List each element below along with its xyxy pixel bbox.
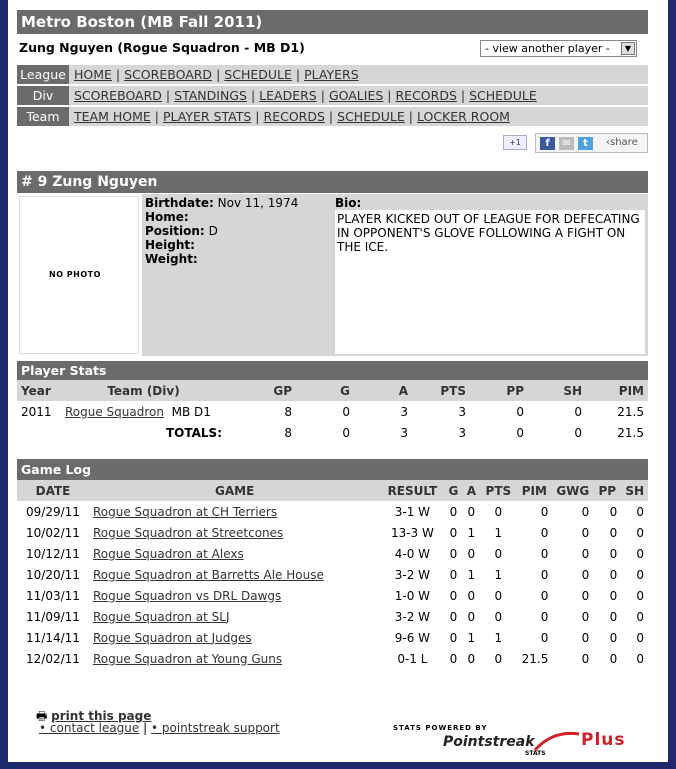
game-pp: 0 — [609, 651, 618, 666]
email-icon[interactable]: ✉ — [559, 137, 574, 150]
game-gwg: 0 — [581, 567, 590, 582]
game-gwg: 0 — [581, 588, 590, 603]
col-date: DATE — [17, 480, 89, 501]
powered-by-label: STATS POWERED BY — [393, 724, 488, 732]
game-date: 12/02/11 — [26, 651, 80, 666]
total-gp: 8 — [284, 425, 292, 440]
totals-row — [17, 422, 648, 443]
game-result: 3-2 W — [394, 609, 431, 624]
table-row — [17, 564, 648, 585]
table-row — [17, 543, 648, 564]
table-row — [17, 501, 648, 522]
nav-links-team: TEAM HOME | PLAYER STATS | RECORDS | SCHEDULE | LOCKER ROOM — [74, 109, 510, 124]
game-link[interactable]: Rogue Squadron at Young Guns — [92, 651, 283, 666]
game-pim: 0 — [540, 525, 549, 540]
position-value: D — [208, 224, 218, 238]
game-result: 4-0 W — [394, 546, 431, 561]
game-link[interactable]: Rogue Squadron at Alexs — [92, 546, 244, 561]
table-row — [17, 401, 648, 422]
game-link[interactable]: Rogue Squadron vs DRL Dawgs — [92, 588, 282, 603]
facebook-icon[interactable]: f — [540, 137, 555, 150]
nav-row-league — [17, 65, 648, 84]
plus-brand: Plus — [581, 730, 626, 750]
player-stats-header: Player Stats — [17, 361, 648, 380]
stat-team-cell — [61, 401, 226, 422]
footer-links: • contact league | • pointstreak support — [39, 721, 280, 735]
player-header: # 9 Zung Nguyen — [17, 171, 648, 193]
bio-text: PLAYER KICKED OUT OF LEAGUE FOR DEFECATING IN OPPONENT'S GLOVE FOLLOWING A FIGHT ON THE ICE. — [335, 210, 645, 354]
game-pts: 1 — [494, 630, 503, 645]
stat-pp: 0 — [516, 404, 524, 419]
game-date: 10/12/11 — [26, 546, 80, 561]
pointstreak-brand: Pointstreak — [443, 734, 535, 750]
share-button[interactable]: ‹share — [606, 137, 638, 148]
chevron-down-icon[interactable]: ▼ — [621, 42, 635, 55]
col-pts: PTS — [480, 480, 516, 501]
game-pts: 1 — [494, 525, 503, 540]
game-a: 0 — [467, 588, 476, 603]
total-a: 3 — [400, 425, 408, 440]
nav-team-player-stats[interactable]: PLAYER STATS — [162, 109, 252, 124]
table-row — [17, 522, 648, 543]
game-pp: 0 — [609, 504, 618, 519]
swoosh-icon — [533, 730, 581, 752]
stat-div: MB D1 — [171, 404, 211, 419]
total-pim: 21.5 — [617, 425, 644, 440]
col-a: A — [462, 480, 480, 501]
game-g: 0 — [449, 567, 458, 582]
nav-league-schedule[interactable]: SCHEDULE — [224, 67, 292, 82]
game-pim: 0 — [540, 630, 549, 645]
game-sh: 0 — [636, 567, 644, 582]
nav-team-locker-room[interactable]: LOCKER ROOM — [416, 109, 510, 124]
player-info — [145, 196, 298, 266]
game-gwg: 0 — [581, 609, 590, 624]
game-pim: 0 — [540, 504, 549, 519]
game-pp: 0 — [609, 630, 618, 645]
game-link[interactable]: Rogue Squadron at Judges — [92, 630, 252, 645]
col-sh: SH — [621, 480, 648, 501]
game-pim: 0 — [540, 567, 549, 582]
nav-label-div: Div — [17, 86, 69, 105]
height-label: Height: — [145, 238, 195, 252]
league-title: Metro Boston (MB Fall 2011) — [17, 10, 648, 34]
game-pim: 21.5 — [521, 651, 549, 666]
nav-label-league: League — [17, 65, 69, 84]
game-sh: 0 — [636, 588, 644, 603]
game-a: 1 — [467, 630, 476, 645]
nav-div-leaders[interactable]: LEADERS — [259, 88, 317, 103]
nav-league-home[interactable]: HOME — [74, 67, 112, 82]
col-pim: PIM — [516, 480, 552, 501]
game-cell — [89, 522, 380, 543]
col-pp: PP — [470, 380, 528, 401]
game-gwg: 0 — [581, 504, 590, 519]
game-log-table — [17, 480, 648, 669]
game-link[interactable]: Rogue Squadron at Streetcones — [92, 525, 284, 540]
nav-team-schedule[interactable]: SCHEDULE — [337, 109, 405, 124]
birthdate-label: Birthdate: — [145, 196, 214, 210]
game-cell — [89, 543, 380, 564]
game-date: 11/03/11 — [26, 588, 80, 603]
table-row — [17, 627, 648, 648]
nav-div-goalies[interactable]: GOALIES — [328, 88, 384, 103]
col-gwg: GWG — [552, 480, 593, 501]
player-team-line: Zung Nguyen (Rogue Squadron - MB D1) — [19, 40, 305, 55]
game-sh: 0 — [636, 630, 644, 645]
game-date: 09/29/11 — [26, 504, 80, 519]
pointstreak-brand-sub: STATS — [525, 750, 546, 757]
game-link[interactable]: Rogue Squadron at CH Terriers — [92, 504, 278, 519]
bio-label: Bio: — [335, 196, 362, 210]
table-row — [17, 585, 648, 606]
team-link[interactable]: Rogue Squadron — [65, 404, 164, 419]
game-pim: 0 — [540, 546, 549, 561]
game-pp: 0 — [609, 609, 618, 624]
game-link[interactable]: Rogue Squadron at SLJ — [92, 609, 230, 624]
stat-pts: 3 — [458, 404, 466, 419]
total-g: 0 — [342, 425, 350, 440]
nav-links-div: SCOREBOARD | STANDINGS | LEADERS | GOALIES | RECORDS | SCHEDULE — [74, 88, 537, 103]
game-g: 0 — [449, 525, 458, 540]
col-sh: SH — [528, 380, 586, 401]
game-pp: 0 — [609, 567, 618, 582]
google-plus-one-button[interactable]: +1 — [503, 135, 527, 150]
table-row — [17, 648, 648, 669]
game-pts: 0 — [494, 504, 503, 519]
col-game: GAME — [89, 480, 380, 501]
game-result: 3-1 W — [394, 504, 431, 519]
pointstreak-logo[interactable] — [383, 724, 648, 758]
nav-div-scoreboard[interactable]: SCOREBOARD — [74, 88, 162, 103]
nav-div-standings[interactable]: STANDINGS — [174, 88, 247, 103]
game-a: 1 — [467, 525, 476, 540]
game-a: 0 — [467, 504, 476, 519]
col-pp: PP — [593, 480, 621, 501]
game-result: 0-1 L — [397, 651, 428, 666]
game-pp: 0 — [609, 546, 618, 561]
col-gp: GP — [226, 380, 296, 401]
nav-row-div — [17, 86, 648, 105]
nav-league-players[interactable]: PLAYERS — [304, 67, 359, 82]
game-cell — [89, 501, 380, 522]
game-link[interactable]: Rogue Squadron at Barretts Ale House — [92, 567, 324, 582]
twitter-icon[interactable]: t — [578, 137, 593, 150]
col-g: G — [296, 380, 354, 401]
game-g: 0 — [449, 651, 458, 666]
col-g: G — [444, 480, 462, 501]
col-pim: PIM — [586, 380, 648, 401]
position-label: Position: — [145, 224, 205, 238]
total-pp: 0 — [516, 425, 524, 440]
home-label: Home: — [145, 210, 189, 224]
share-bar — [535, 133, 648, 153]
game-date: 10/20/11 — [26, 567, 80, 582]
game-gwg: 0 — [581, 630, 590, 645]
game-date: 11/09/11 — [26, 609, 80, 624]
game-g: 0 — [449, 504, 458, 519]
nav-label-team: Team — [17, 107, 69, 126]
game-gwg: 0 — [581, 546, 590, 561]
col-result: RESULT — [380, 480, 444, 501]
game-sh: 0 — [636, 609, 644, 624]
game-g: 0 — [449, 588, 458, 603]
game-pts: 0 — [494, 546, 503, 561]
game-sh: 0 — [636, 651, 644, 666]
game-result: 9-6 W — [394, 630, 431, 645]
col-year: Year — [17, 380, 61, 401]
game-result: 1-0 W — [394, 588, 431, 603]
game-pts: 0 — [494, 609, 503, 624]
stat-pim: 21.5 — [617, 404, 644, 419]
nav-team-records[interactable]: RECORDS — [263, 109, 325, 124]
totals-label: TOTALS: — [165, 425, 222, 440]
game-sh: 0 — [636, 525, 644, 540]
stat-a: 3 — [400, 404, 408, 419]
birthdate-value: Nov 11, 1974 — [217, 196, 299, 210]
game-sh: 0 — [636, 546, 644, 561]
nav-div-records[interactable]: RECORDS — [395, 88, 457, 103]
no-photo-label: NO PHOTO — [49, 270, 101, 279]
total-sh: 0 — [574, 425, 582, 440]
game-pts: 0 — [494, 588, 503, 603]
nav-div-schedule[interactable]: SCHEDULE — [469, 88, 537, 103]
view-player-select-value: - view another player - — [485, 42, 610, 55]
game-g: 0 — [449, 609, 458, 624]
game-pp: 0 — [609, 588, 618, 603]
game-a: 0 — [467, 609, 476, 624]
game-cell — [89, 606, 380, 627]
contact-league-link[interactable]: • contact league — [39, 721, 140, 735]
game-sh: 0 — [636, 504, 644, 519]
view-player-select[interactable] — [480, 40, 637, 57]
col-a: A — [354, 380, 412, 401]
printer-icon: 🖶 — [36, 709, 48, 723]
game-a: 1 — [467, 567, 476, 582]
stat-g: 0 — [342, 404, 350, 419]
table-row — [17, 606, 648, 627]
col-pts: PTS — [412, 380, 470, 401]
game-gwg: 0 — [581, 651, 590, 666]
game-g: 0 — [449, 630, 458, 645]
game-cell — [89, 564, 380, 585]
nav-team-home[interactable]: TEAM HOME — [74, 109, 151, 124]
nav-league-scoreboard[interactable]: SCOREBOARD — [124, 67, 213, 82]
game-result: 13-3 W — [390, 525, 434, 540]
player-stats-header-row — [17, 380, 648, 401]
game-gwg: 0 — [581, 525, 590, 540]
game-date: 10/02/11 — [26, 525, 80, 540]
game-pp: 0 — [609, 525, 618, 540]
game-g: 0 — [449, 546, 458, 561]
game-pim: 0 — [540, 588, 549, 603]
game-cell — [89, 585, 380, 606]
pointstreak-support-link[interactable]: • pointstreak support — [150, 721, 280, 735]
game-pts: 1 — [494, 567, 503, 582]
stat-year: 2011 — [21, 404, 52, 419]
stat-gp: 8 — [284, 404, 292, 419]
game-result: 3-2 W — [394, 567, 431, 582]
game-pts: 0 — [494, 651, 503, 666]
game-date: 11/14/11 — [26, 630, 80, 645]
game-cell — [89, 627, 380, 648]
game-pim: 0 — [540, 609, 549, 624]
nav-links-league: HOME | SCOREBOARD | SCHEDULE | PLAYERS — [74, 67, 359, 82]
game-log-header-row — [17, 480, 648, 501]
game-log-header: Game Log — [17, 459, 648, 480]
game-a: 0 — [467, 651, 476, 666]
game-cell — [89, 648, 380, 669]
total-pts: 3 — [458, 425, 466, 440]
player-stats-table — [17, 380, 648, 443]
col-team: Team (Div) — [61, 380, 226, 401]
weight-label: Weight: — [145, 252, 198, 266]
game-a: 0 — [467, 546, 476, 561]
nav-row-team — [17, 107, 648, 126]
player-photo-placeholder — [19, 196, 139, 354]
print-page-link[interactable]: print this page — [51, 709, 152, 723]
stat-sh: 0 — [574, 404, 582, 419]
